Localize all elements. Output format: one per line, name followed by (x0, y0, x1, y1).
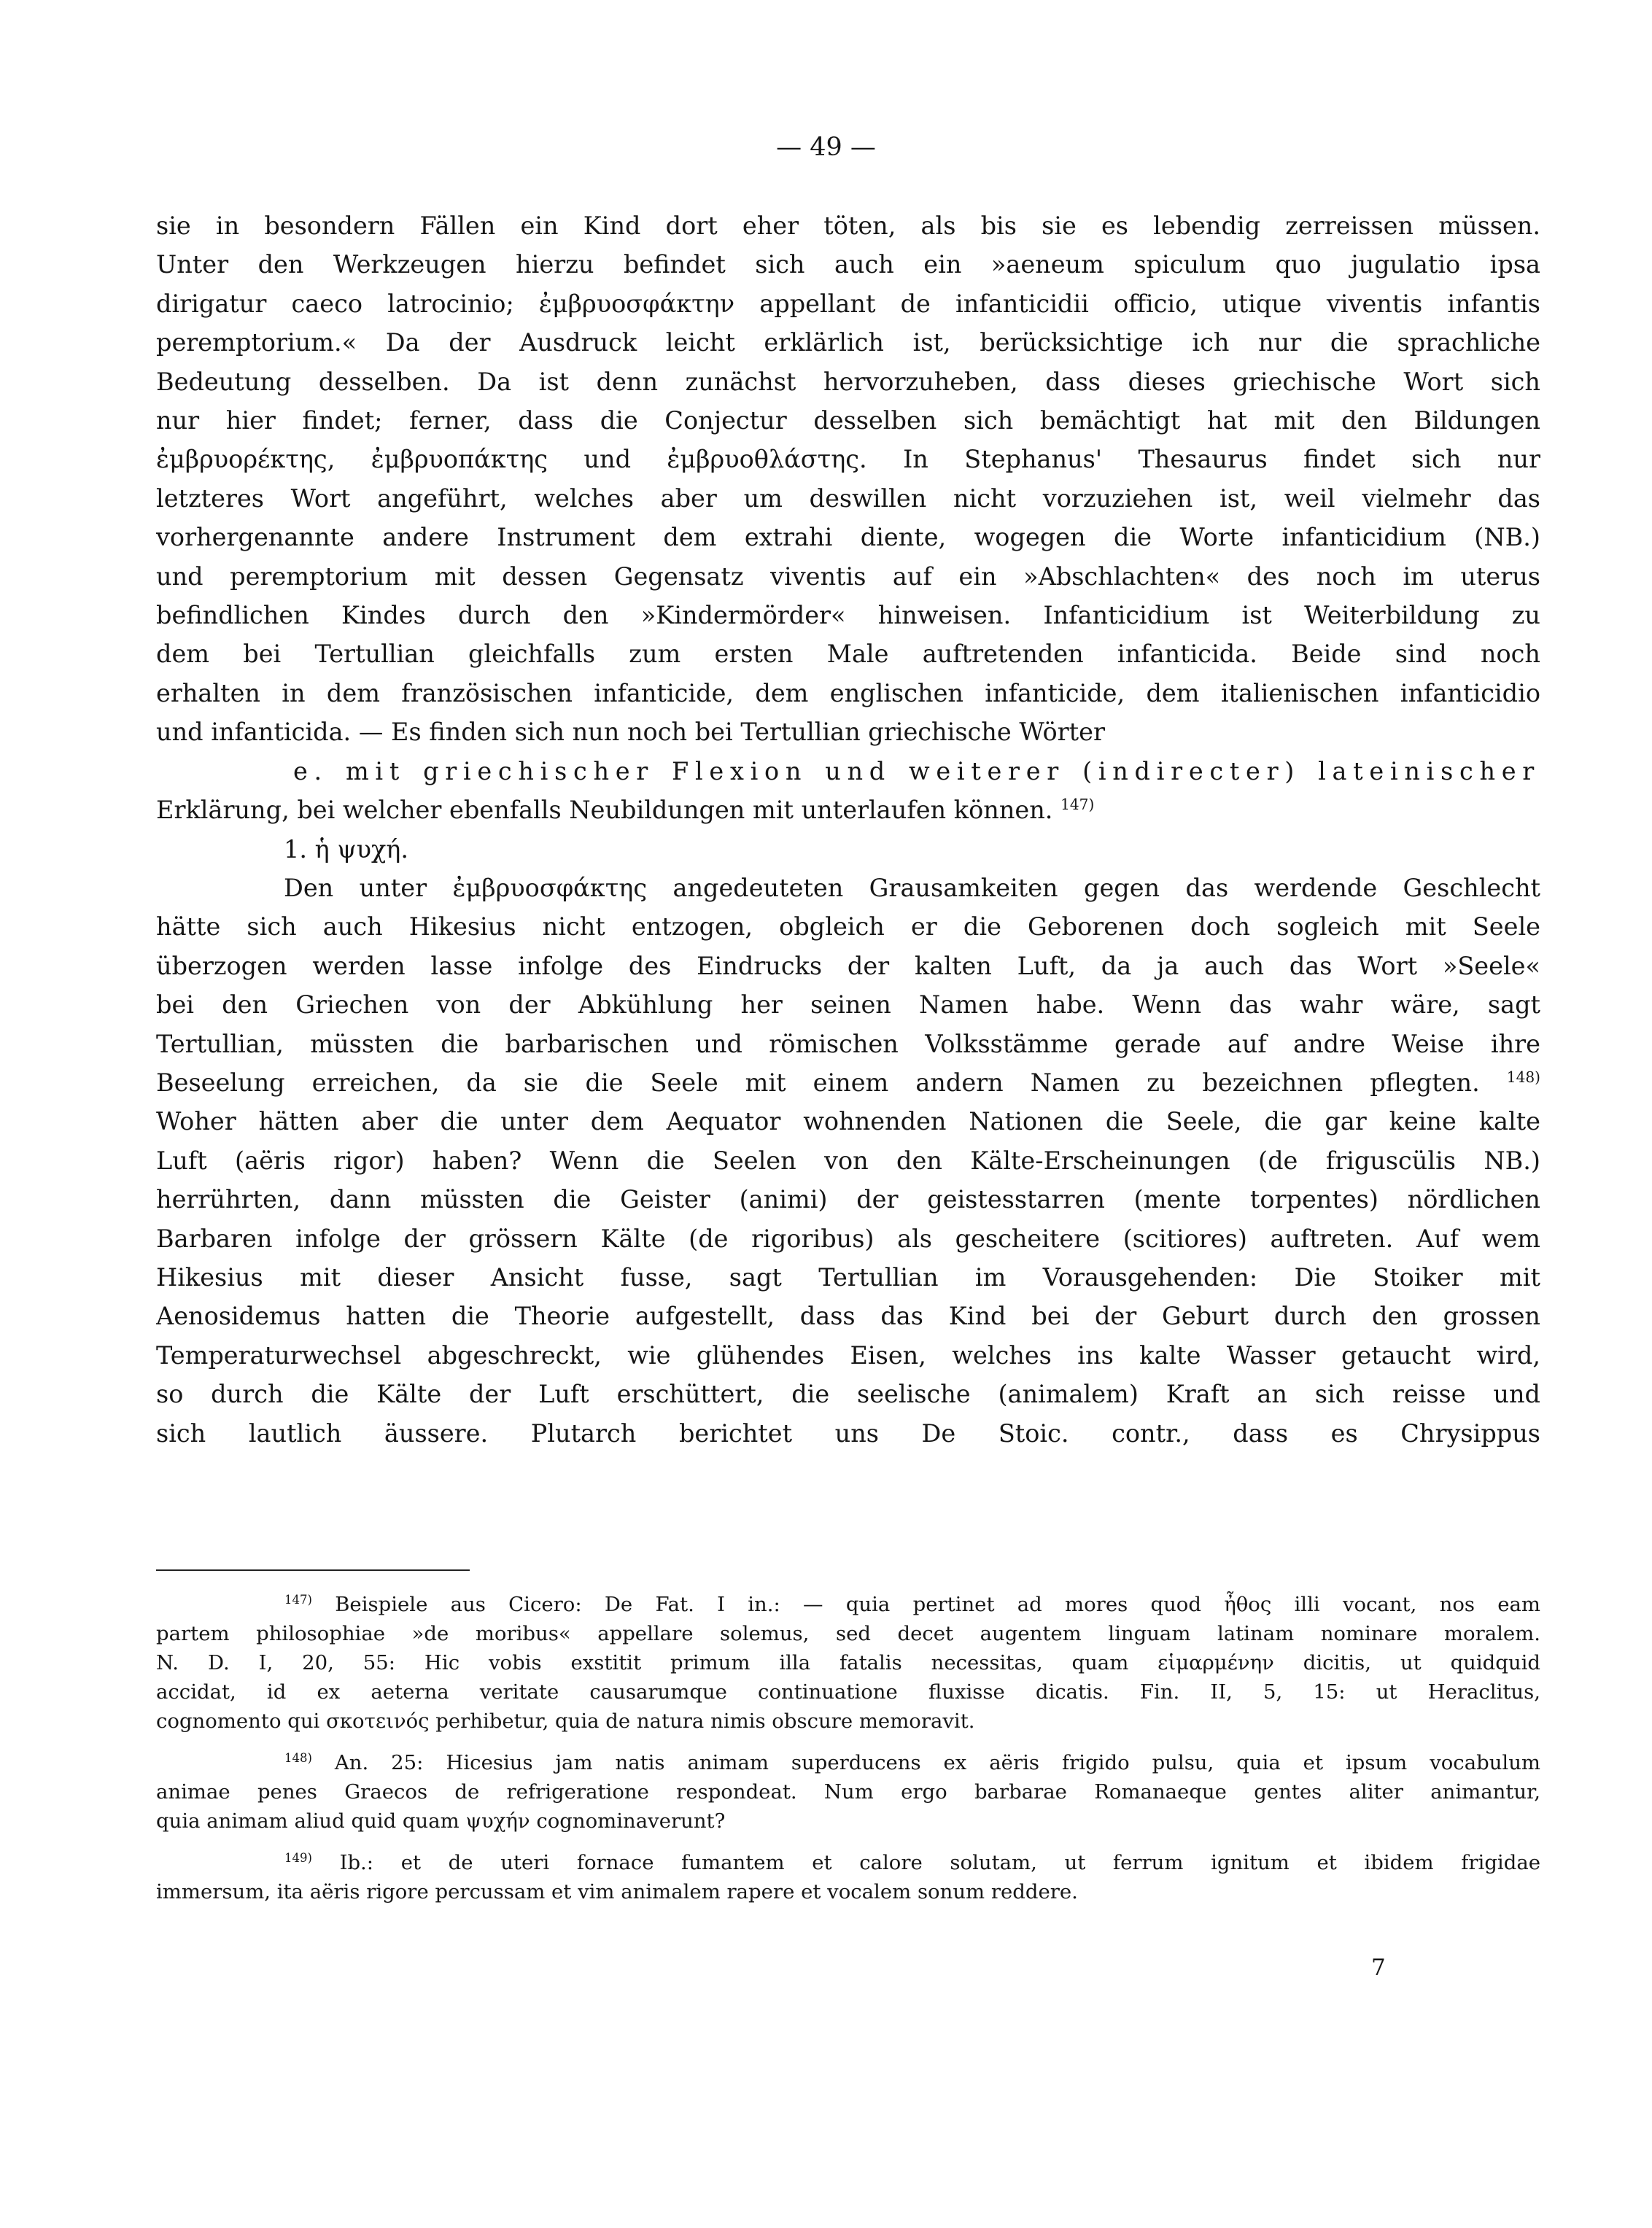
body-line: Tertullian, müssten die barbarischen und römischen Volksstämme gerade auf andre Weise ihre (156, 1029, 1540, 1058)
body-line: und peremptorium mit dessen Gegensatz viventis auf ein »Abschlachten« des noch im uterus (156, 562, 1540, 591)
body-line: Barbaren infolge der grössern Kälte (de rigoribus) als gescheitere (scitiores) auftreten. Auf wem (156, 1224, 1540, 1253)
footnote-148-line (156, 1748, 1540, 1777)
body-line: Aenosidemus hatten die Theorie aufgestellt, dass das Kind bei der Geburt durch den grossen (156, 1302, 1540, 1331)
footnote-line: animae penes Graecos de refrigeratione respondeat. Num ergo barbarae Romanaeque gentes aliter animantur, (156, 1780, 1540, 1804)
body-line: Unter den Werkzeugen hierzu befindet sich auch ein »aeneum spiculum quo jugulatio ipsa (156, 250, 1540, 279)
page-number: — 49 — (776, 133, 876, 162)
footnote-149-line (156, 1848, 1540, 1877)
body-line: sich lautlich äussere. Plutarch berichtet uns De Stoic. contr., dass es Chrysippus (156, 1418, 1540, 1448)
body-line: herrührten, dann müssten die Geister (animi) der geistesstarren (mente torpentes) nördlichen (156, 1185, 1540, 1214)
footnote-text: Ib.: et de uteri fornace fumantem et calore solutam, ut ferrum ignitum et ibidem frigidae (339, 1851, 1540, 1874)
footnote-line: partem philosophiae »de moribus« appellare solemus, sed decet augentem linguam latinam nominare moralem. (156, 1622, 1540, 1645)
body-text (156, 206, 1540, 1453)
footnote-ref: 147) (1060, 795, 1095, 813)
footnote-ref: 148) (1506, 1068, 1540, 1086)
footnote-147-line (156, 1590, 1540, 1619)
body-line: befindlichen Kindes durch den »Kindermörder« hinweisen. Infanticidium ist Weiterbildung zu (156, 601, 1540, 630)
footnote-text: An. 25: Hicesius jam natis animam superducens ex aëris frigido pulsu, quia et ipsum vocabulum (334, 1751, 1540, 1774)
section-heading: e. mit griechischer Flexion und weiterer (indirecter) lateinischer (293, 756, 1540, 785)
body-line: und infanticida. — Es finden sich nun noch bei Tertullian griechische Wörter (156, 718, 1105, 747)
body-line: erhalten in dem französischen infanticide, dem englischen infanticide, dem italienischen infanticidio (156, 678, 1540, 707)
body-line: Luft (aëris rigor) haben? Wenn die Seelen von den Kälte-Erscheinungen (de friguscülis NB.) (156, 1146, 1540, 1175)
body-line: peremptorium.« Da der Ausdruck leicht erklärlich ist, berücksichtige ich nur die sprachliche (156, 328, 1540, 357)
footnote-line: N. D. I, 20, 55: Hic vobis exstitit primum illa fatalis necessitas, quam εἱμαρμένην dicitis, ut quidquid (156, 1651, 1540, 1674)
body-line-with-ref (156, 1063, 1540, 1102)
body-line: dem bei Tertullian gleichfalls zum ersten Male auftretenden infanticida. Beide sind noch (156, 640, 1540, 669)
body-line: Den unter ἐμβρυοσφάκτης angedeuteten Grausamkeiten gegen das werdende Geschlecht (284, 873, 1540, 902)
body-line: bei den Griechen von der Abkühlung her seinen Namen habe. Wenn das wahr wäre, sagt (156, 990, 1540, 1020)
footnote-text: Beispiele aus Cicero: De Fat. I in.: — quia pertinet ad mores quod ἦθος illi vocant, nos eam (335, 1593, 1540, 1616)
body-line: überzogen werden lasse infolge des Eindrucks der kalten Luft, da ja auch das Wort »Seele« (156, 951, 1540, 980)
signature-mark: 7 (1371, 1955, 1386, 1981)
footnote-line: accidat, id ex aeterna veritate causarumque continuatione fluxisse dicatis. Fin. II, 5, 15: ut Heraclitus, (156, 1680, 1540, 1704)
body-line: Hikesius mit dieser Ansicht fusse, sagt Tertullian im Vorausgehenden: Die Stoiker mit (156, 1262, 1540, 1292)
footnote-divider (156, 1569, 470, 1571)
body-line: Woher hätten aber die unter dem Aequator wohnenden Nationen die Seele, die gar keine kalte (156, 1107, 1540, 1136)
body-line: Bedeutung desselben. Da ist denn zunächst hervorzuheben, dass dieses griechische Wort sich (156, 367, 1540, 396)
footnote-marker: 149) (284, 1850, 312, 1865)
heading-text: Erklärung, bei welcher ebenfalls Neubildungen mit unterlaufen können. (156, 796, 1053, 825)
body-line: Temperaturwechsel abgeschreckt, wie glühendes Eisen, welches ins kalte Wasser getaucht wird, (156, 1340, 1540, 1370)
footnote-line: immersum, ita aëris rigore percussam et vim animalem rapere et vocalem sonum reddere. (156, 1880, 1078, 1903)
footnotes (156, 1590, 1540, 1906)
footnote-line: quia animam aliud quid quam ψυχήν cognominaverunt? (156, 1809, 726, 1833)
subsection-heading: 1. ἡ ψυχή. (284, 834, 408, 863)
body-line: so durch die Kälte der Luft erschüttert, die seelische (animalem) Kraft an sich reisse und (156, 1380, 1540, 1409)
body-line: vorhergenannte andere Instrument dem extrahi diente, wogegen die Worte infanticidium (NB.) (156, 523, 1540, 552)
section-heading-continued (156, 791, 1540, 829)
body-line: letzteres Wort angeführt, welches aber um deswillen nicht vorzuziehen ist, weil vielmehr das (156, 484, 1540, 513)
footnote-line: cognomento qui σκοτεινός perhibetur, quia de natura nimis obscure memoravit. (156, 1709, 975, 1733)
body-line: sie in besondern Fällen ein Kind dort eher töten, als bis sie es lebendig zerreissen müssen. (156, 211, 1540, 240)
body-line: dirigatur caeco latrocinio; ἐμβρυοσφάκτην appellant de infanticidii officio, utique viventis infantis (156, 289, 1540, 318)
body-line: hätte sich auch Hikesius nicht entzogen, obgleich er die Geborenen doch sogleich mit Seele (156, 912, 1540, 942)
footnote-marker: 148) (284, 1750, 312, 1765)
body-line: ἐμβρυορέκτης, ἐμβρυοπάκτης und ἐμβρυοθλάστης. In Stephanus' Thesaurus findet sich nur (156, 445, 1540, 474)
footnote-marker: 147) (284, 1592, 312, 1607)
body-line: nur hier findet; ferner, dass die Conjectur desselben sich bemächtigt hat mit den Bildungen (156, 406, 1540, 435)
body-line: Beseelung erreichen, da sie die Seele mit einem andern Namen zu bezeichnen pflegten. (156, 1068, 1480, 1097)
